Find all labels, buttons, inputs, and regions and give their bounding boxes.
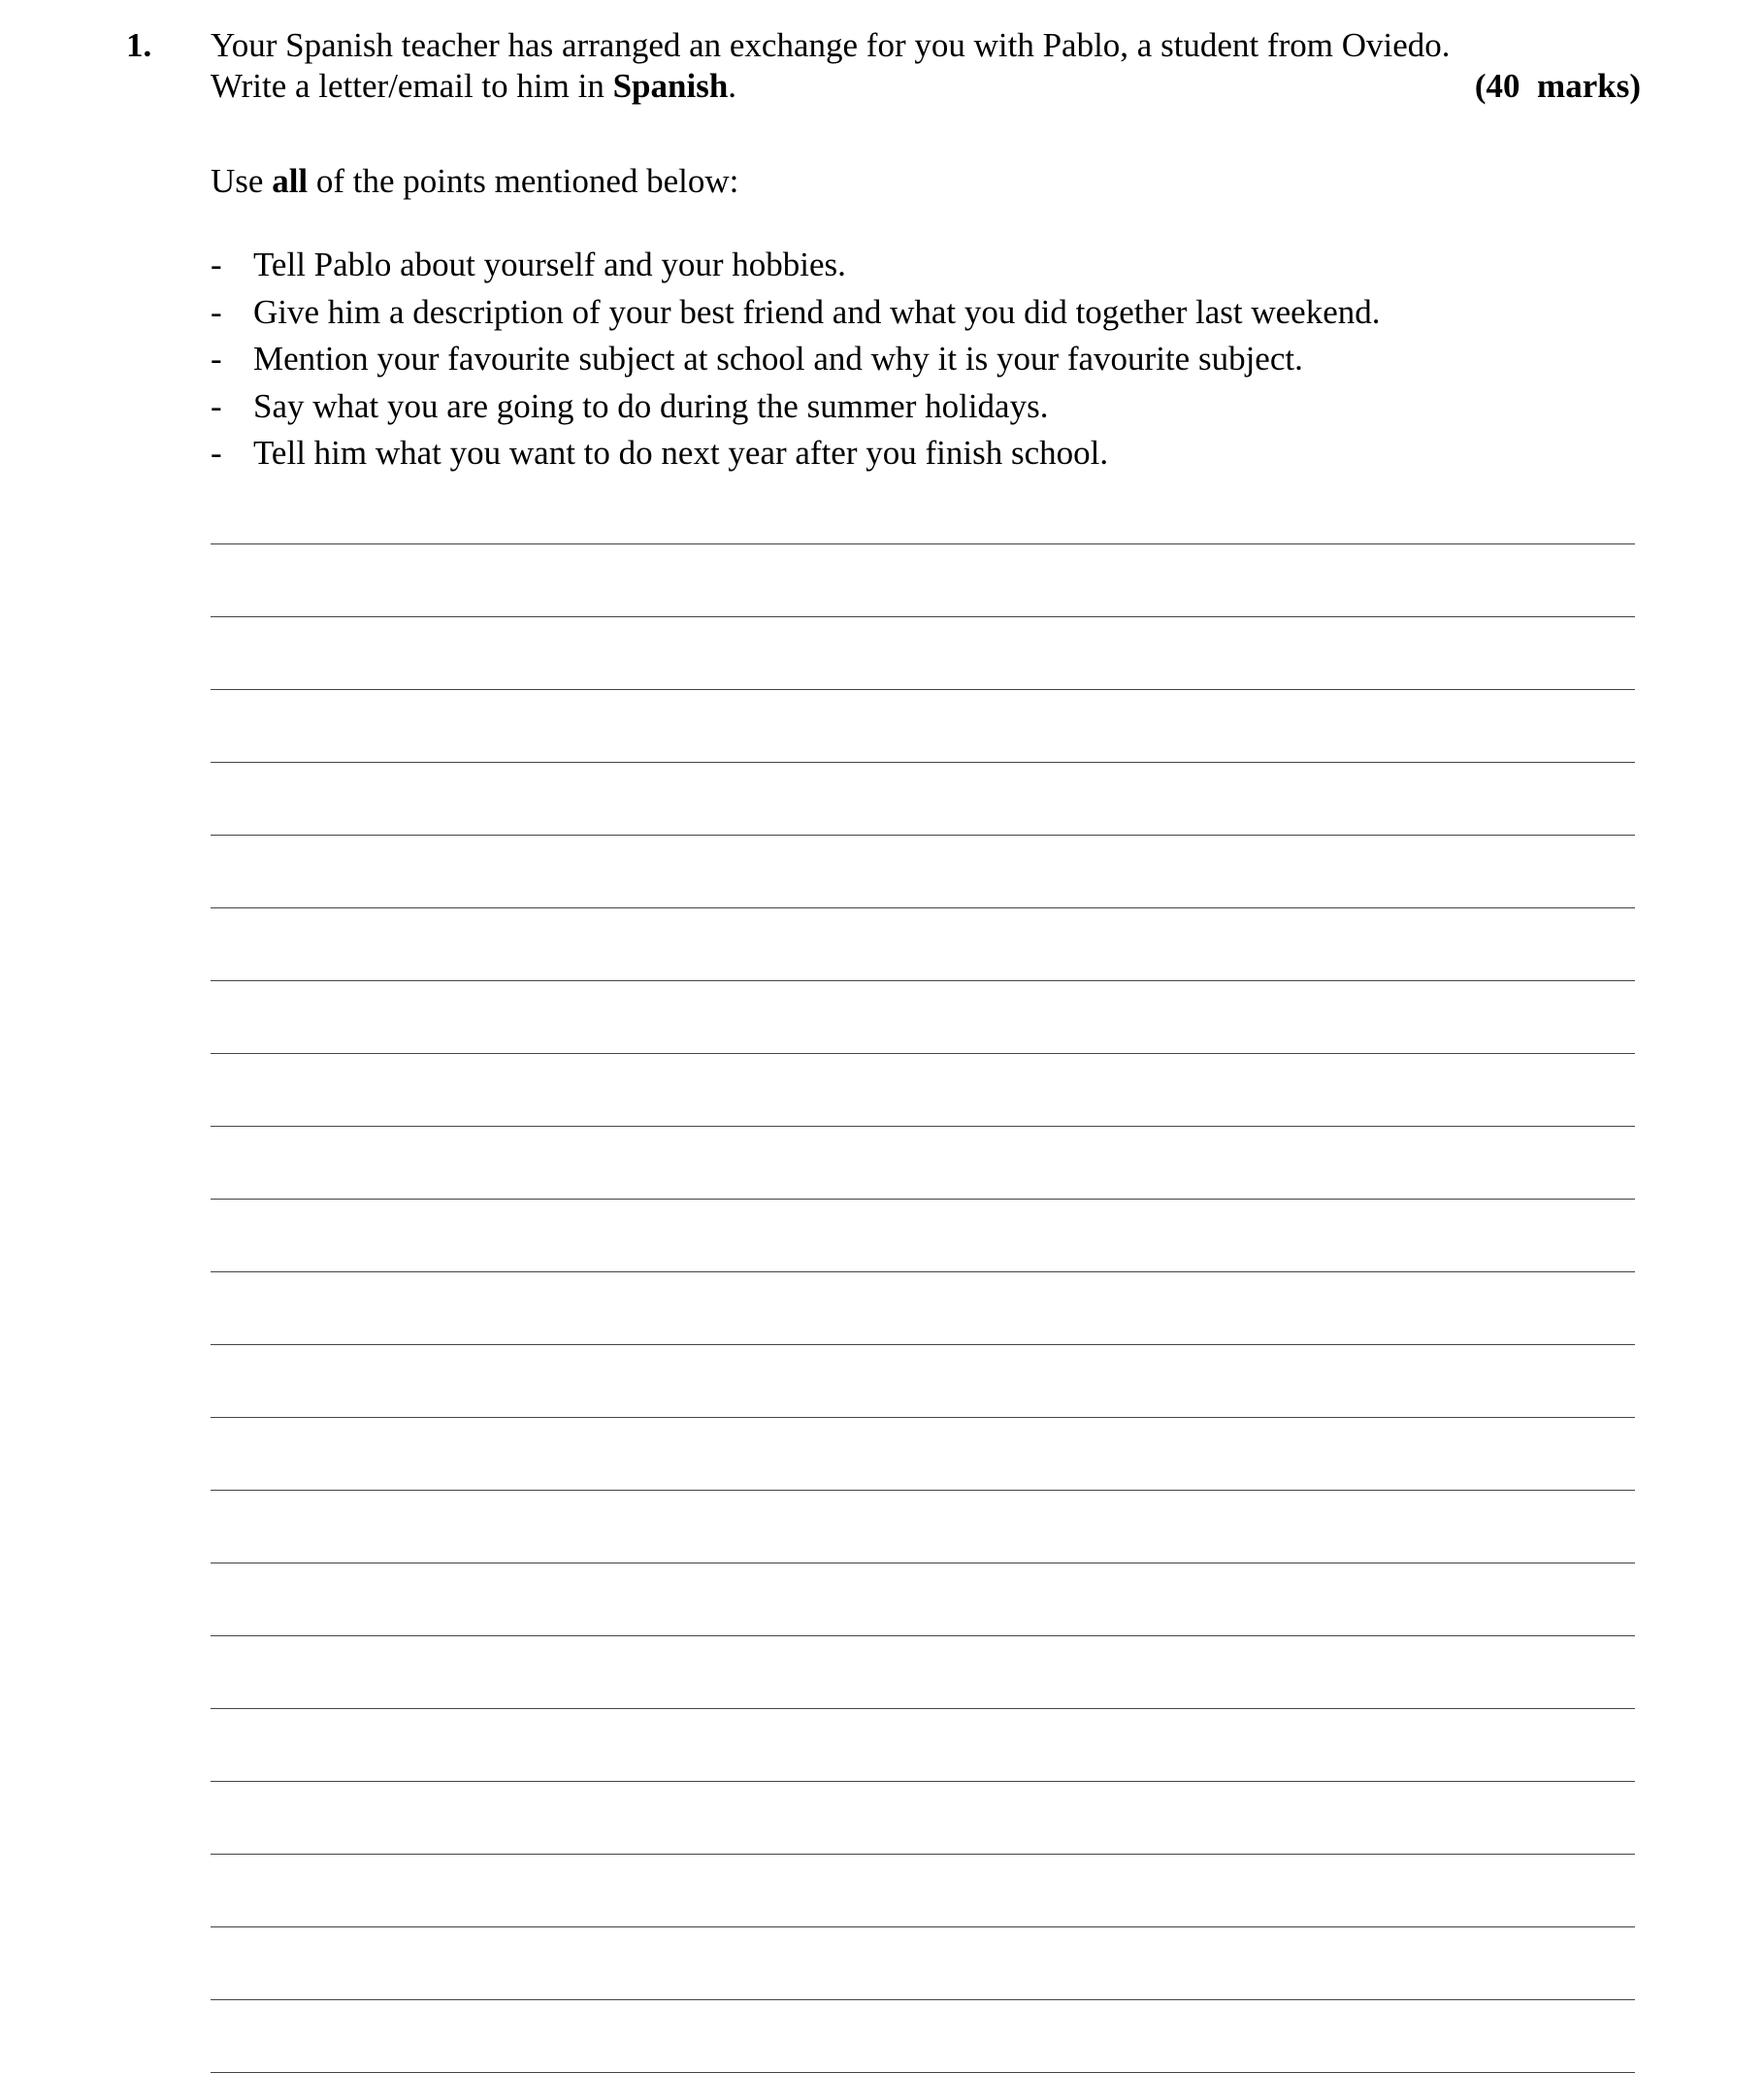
instruction-emphasis: all — [272, 162, 309, 200]
answer-line[interactable] — [211, 762, 1635, 763]
question-line-1: Your Spanish teacher has arranged an exchange for you with Pablo, a student from Oviedo. — [211, 26, 1451, 64]
question-line-2-suffix: . — [728, 67, 737, 105]
question-text-line-2 — [211, 64, 736, 109]
list-item — [211, 336, 1381, 383]
point-text: Give him a description of your best friend and what you did together last weekend. — [253, 292, 1381, 331]
point-text: Mention your favourite subject at school and why it is your favourite subject. — [253, 340, 1303, 378]
list-item — [211, 242, 1381, 289]
answer-line[interactable] — [211, 1271, 1635, 1272]
point-text: Say what you are going to do during the summer holidays. — [253, 386, 1049, 425]
list-item — [211, 383, 1381, 431]
answer-line[interactable] — [211, 1999, 1635, 2000]
point-text: Tell him what you want to do next year after you finish school. — [253, 434, 1109, 472]
bullet-marker: - — [211, 292, 222, 331]
answer-line[interactable] — [211, 543, 1635, 544]
bullet-marker: - — [211, 434, 222, 472]
answer-line[interactable] — [211, 1199, 1635, 1200]
bullet-marker: - — [211, 386, 222, 425]
question-line-2-prefix: Write a letter/email to him in — [211, 67, 613, 105]
answer-line[interactable] — [211, 1417, 1635, 1418]
language-emphasis: Spanish — [612, 67, 729, 105]
answer-line[interactable] — [211, 980, 1635, 981]
answer-line[interactable] — [211, 1053, 1635, 1054]
marks-label: (40 marks) — [1474, 67, 1641, 105]
instruction-prefix: Use — [211, 162, 273, 200]
answer-line[interactable] — [211, 1635, 1635, 1636]
answer-line[interactable] — [211, 1854, 1635, 1855]
question-text-line-1 — [211, 23, 1451, 68]
answer-line[interactable] — [211, 616, 1635, 617]
instruction-text — [211, 159, 738, 204]
answer-line[interactable] — [211, 907, 1635, 908]
list-item — [211, 289, 1381, 337]
answer-line[interactable] — [211, 1344, 1635, 1345]
answer-line[interactable] — [211, 1490, 1635, 1491]
answer-line[interactable] — [211, 1126, 1635, 1127]
list-item — [211, 430, 1381, 477]
answer-line[interactable] — [211, 1926, 1635, 1927]
instruction-suffix: of the points mentioned below: — [308, 162, 739, 200]
point-text: Tell Pablo about yourself and your hobbies. — [253, 246, 846, 283]
answer-line[interactable] — [211, 1708, 1635, 1709]
answer-line[interactable] — [211, 689, 1635, 690]
question-number: 1. — [126, 26, 152, 64]
answer-line[interactable] — [211, 1781, 1635, 1782]
answer-line[interactable] — [211, 835, 1635, 836]
bullet-marker: - — [211, 246, 222, 283]
points-list — [211, 242, 1381, 477]
bullet-marker: - — [211, 340, 222, 378]
